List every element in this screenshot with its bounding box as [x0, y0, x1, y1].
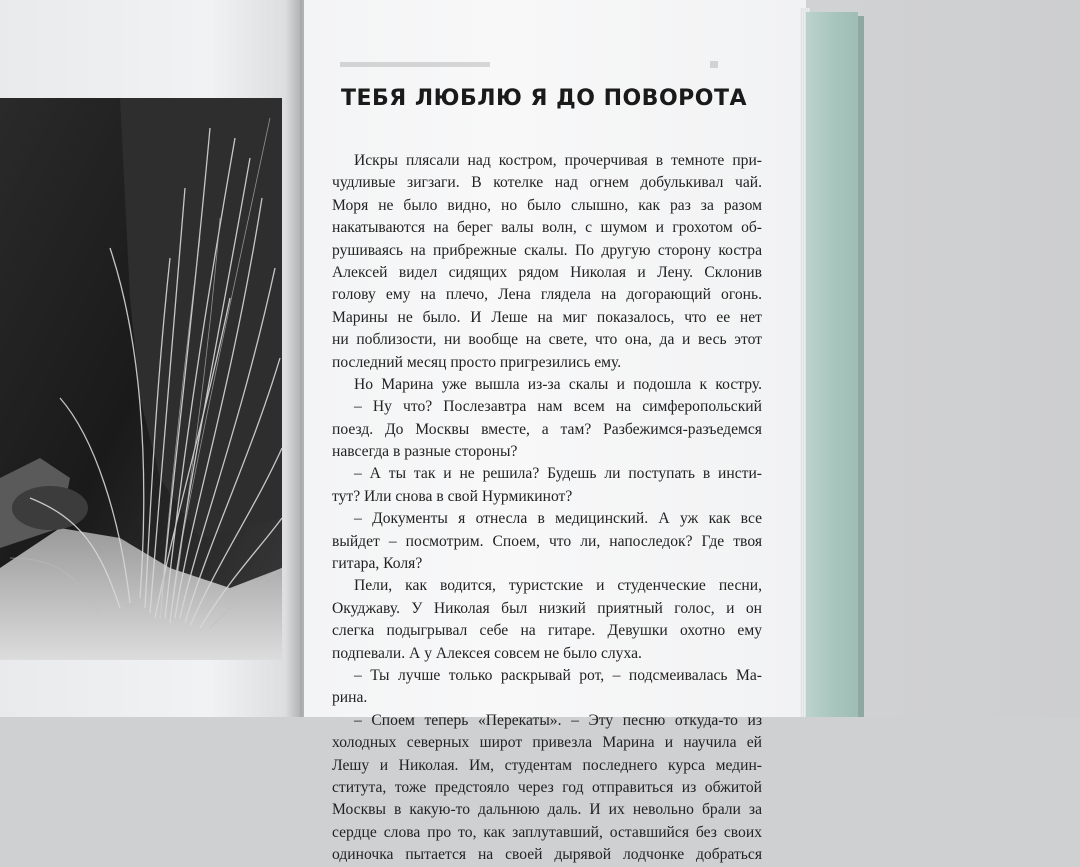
text-line: слегка подыгрывал себе на гитаре. Девушки охотно ему [332, 622, 762, 640]
text-line: ститута, тоже предстояло через год отправиться из обжитой [332, 778, 762, 796]
text-line: – Документы я отнесла в медицинский. А уж как все [354, 510, 762, 528]
text-line: ни поблизости, ни вообще на свете, что она, да и весь этот [332, 331, 762, 349]
text-line: выйдет – посмотрим. Споем, что ли, напоследок? Где твоя [332, 532, 762, 550]
text-line: поезд. До Москвы вместе, а там? Разбежимся-разъедемся [332, 420, 762, 438]
text-line: холодных северных широт привезла Марина и научила ей [332, 734, 762, 752]
text-line: – А ты так и не решила? Будешь ли поступать в инсти- [354, 465, 762, 483]
text-line: Москвы в какую-то дальнюю даль. И их невольно брали за [332, 801, 762, 819]
book-cover-edge [806, 12, 858, 717]
text-line: тут? Или снова в свой Нурмикинот? [332, 487, 573, 505]
text-line: навсегда в разные стороны? [332, 443, 518, 461]
text-line: Марины не было. И Леше на миг показалось, что ее нет [332, 308, 762, 326]
text-line: Лешу и Николая. Им, студентам последнего курса медин- [332, 756, 762, 774]
text-line: рушиваясь на прибрежные скалы. По другую сторону костра [332, 241, 762, 259]
text-line: – Споем теперь «Перекаты». – Эту песню откуда-то из [354, 711, 762, 729]
text-line: гитара, Коля? [332, 555, 423, 573]
text-line: одиночка пытается на своей дырявой лодчонке добраться [332, 846, 762, 864]
chapter-title: ТЕБЯ ЛЮБЛЮ Я ДО ПОВОРОТА [340, 86, 748, 111]
illustration-grass-drawing [0, 98, 282, 660]
chapter-body-text [332, 150, 762, 867]
text-line: накатываются на берег валы волн, с шумом и грохотом об- [332, 219, 762, 237]
text-line: рина. [332, 689, 368, 707]
show-through-rule [340, 58, 720, 72]
text-line: Окуджаву. У Николая был низкий приятный голос, и он [332, 599, 762, 617]
book-cover-side [858, 16, 864, 717]
text-line: сердце слова про то, как заплутавший, оставшийся без своих [332, 823, 762, 841]
text-line: подпевали. А у Алексея совсем не было слуха. [332, 644, 642, 662]
show-through-header [340, 58, 720, 75]
text-line: последний месяц просто пригрезились ему. [332, 353, 622, 371]
text-line: чудливые зигзаги. В котелке над огнем добулькивал чай. [332, 174, 762, 192]
text-line: Искры плясали над костром, прочерчивая в темноте при- [354, 152, 762, 169]
text-line: – Ну что? Послезавтра нам всем на симферопольский [354, 398, 762, 416]
text-line: голову ему на плечо, Лена глядела на догорающий огонь. [332, 286, 762, 304]
illustration-photo [0, 98, 282, 660]
text-line: Моря не было видно, но было слышно, как раз за разом [332, 196, 762, 214]
text-line: – Ты лучше только раскрывай рот, – подсмеивалась Ма- [354, 666, 762, 684]
left-page [0, 0, 300, 717]
text-line: Алексей видел сидящих рядом Николая и Лену. Склонив [332, 263, 762, 281]
text-line: Пели, как водится, туристские и студенческие песни, [354, 577, 762, 595]
text-line: Но Марина уже вышла из-за скалы и подошла к костру. [354, 375, 762, 393]
